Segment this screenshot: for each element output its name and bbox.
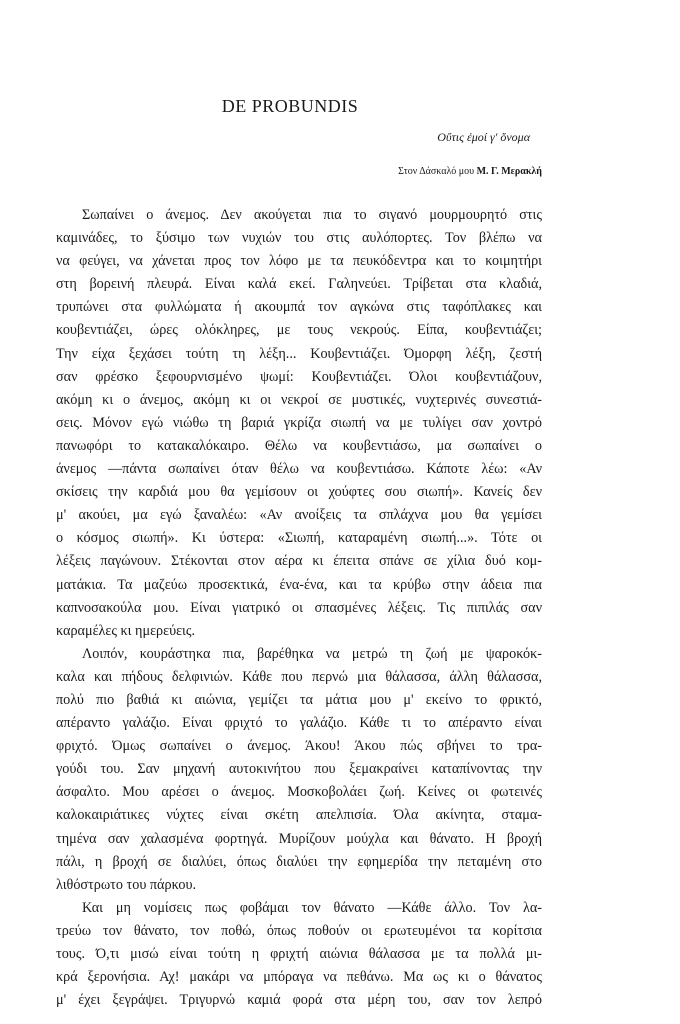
text-line: καλοκαιριάτικες νύχτες είναι σκέτη απελπισία. Όλα ακίνητα, σταμα-: [56, 807, 542, 824]
text-line: φριχτό. Όμως σωπαίνει ο άνεμος. Άκου! Άκου πώς σβήνει το τρα-: [56, 738, 542, 755]
text-line: να φεύγει, να χάνεται προς τον λόφο με τα πευκόδεντρα και το κοιμητήρι: [56, 253, 542, 270]
text-line: σκίσεις την καρδιά μου θα γεμίσουν οι χούφτες σου σιωπή». Κανείς δεν: [56, 484, 542, 501]
text-line: κρά ξερονήσια. Αχ! μακάρι να μπόραγα να πεθάνω. Μα ως κι ο θάνατος: [56, 969, 542, 986]
text-line: καλα και πήδους δελφινιών. Κάθε που περνώ μια θάλασσα, άλλη θάλασσα,: [56, 668, 542, 685]
text-line: ακόμη κι ο άνεμος, ακόμη κι οι νεκροί σε μυστικές, νυχτερινές συνεστιά-: [56, 391, 542, 408]
text-line: απέραντο γαλάζιο. Είναι φριχτό το γαλάζιο. Κάθε τι το απέραντο είναι: [56, 715, 542, 732]
text-line: πολύ πιο βαθιά κι αιώνια, γεμίζει τα μάτια μου μ' εκείνο το φρικτό,: [56, 691, 542, 708]
text-line: Λοιπόν, κουράστηκα πια, βαρέθηκα να μετρώ τη ζωή με ψαροκόκ-: [82, 645, 542, 662]
text-line: κουβεντιάζει, ώρες ολόκληρες, με τους νεκρούς. Είπα, κουβεντιάζει;: [56, 322, 542, 339]
text-line: στη βορεινή πλευρά. Είναι καλά εκεί. Γαληνεύει. Τρίβεται στα κλαδιά,: [56, 276, 542, 293]
paragraph-1: [56, 204, 542, 643]
text-line: καραμέλες κι ημερεύεις.: [56, 622, 196, 639]
text-line: πανωφόρι το κατακαλόκαιρο. Θέλω να κουβεντιάσω, μα σωπαίνει ο: [56, 437, 542, 454]
text-line: λιθόστρωτο του πάρκου.: [56, 876, 197, 893]
body-text: [56, 204, 542, 1012]
epigraph: Οὔτις ἐμοί γ' ὄνομα: [437, 130, 530, 144]
page-title: DE PROBUNDIS: [221, 96, 359, 116]
text-line: λέξεις παγώνουν. Στέκονται στον αέρα κι έπειτα σπάνε σε χίλια δυό κομ-: [56, 553, 542, 570]
text-line: άνεμος —πάντα σωπαίνει όταν θέλω να κουβεντιάσω. Κάποτε λέω: «Αν: [56, 461, 542, 478]
paragraph-2: [56, 643, 542, 897]
text-line: Και μη νομίσεις πως φοβάμαι τον θάνατο —Κάθε άλλο. Τον λα-: [82, 899, 542, 916]
dedication: [300, 166, 542, 177]
text-line: τους. Ό,τι μισώ είναι τούτη η φριχτή αιώνια θάλασσα με τα πολλά μι-: [56, 946, 542, 962]
text-line: άσφαλτο. Μου αρέσει ο άνεμος. Μοσκοβολάει ζωή. Κείνες οι φωτεινές: [56, 784, 542, 801]
text-line: σεις. Μόνον εγώ νιώθω τη βαριά γκρίζα σιωπή να με τυλίγει σαν χοντρό: [56, 414, 542, 431]
text-line: Σωπαίνει ο άνεμος. Δεν ακούγεται πια το σιγανό μουρμουρητό στις: [82, 207, 542, 223]
text-line: Την είχα ξεχάσει τούτη τη λέξη... Κουβεντιάζει. Όμορφη λέξη, ζεστή: [56, 345, 542, 362]
dedication-name: Μ. Γ. Μερακλή: [476, 166, 542, 177]
text-line: ο κόσμος σιωπή». Κι ύστερα: «Σιωπή, καταραμένη σιωπή...». Τότε οι: [56, 530, 542, 547]
text-line: καμινάδες, το ξύσιμο των νυχιών του στις αυλόπορτες. Τον βλέπω να: [56, 230, 542, 247]
text-line: μ' έχει ξεγράψει. Τριγυρνώ καμιά φορά στα μέρη του, σαν τον λεπρό: [56, 992, 542, 1009]
text-line: σαν φρέσκο ξεφουρνισμένο ψωμί: Κουβεντιάζει. Όλοι κουβεντιάζουν,: [56, 368, 542, 385]
paragraph-3: [56, 897, 542, 1012]
text-line: τημένα σαν χαλασμένα φορτηγά. Μυρίζουν μούχλα και θάνατο. Η βροχή: [56, 830, 542, 847]
text-line: τρεύω τον θάνατο, τον ποθώ, όπως ποθούν οι ερωτευμένοι τα κορίτσια: [56, 922, 542, 939]
text-line: μ' ακούει, μα εγώ ξαναλέω: «Αν ανοίξεις τα σπλάχνα μου θα γεμίσει: [56, 507, 542, 524]
dedication-prefix: Στον Δάσκαλό μου: [398, 166, 477, 177]
text-line: τρυπώνει στα φυλλώματα ή ακουμπά τον αγκώνα στις ταφόπλακες και: [56, 299, 542, 316]
text-line: καπνοσακούλα μου. Είναι γιατρικό οι σπασμένες λέξεις. Τις πιπιλάς σαν: [56, 599, 542, 616]
text-line: γούδι του. Σαν μηχανή αυτοκινήτου που ξεμακραίνει καταπίνοντας την: [56, 761, 542, 778]
text-line: πάλι, η βροχή σε διαλύει, όπως διαλύει την εφημερίδα την πεταμένη στο: [56, 853, 542, 870]
text-line: ματάκια. Τα μαζεύω προσεκτικά, ένα-ένα, και τα κρύβω στην άδεια πια: [56, 576, 542, 593]
